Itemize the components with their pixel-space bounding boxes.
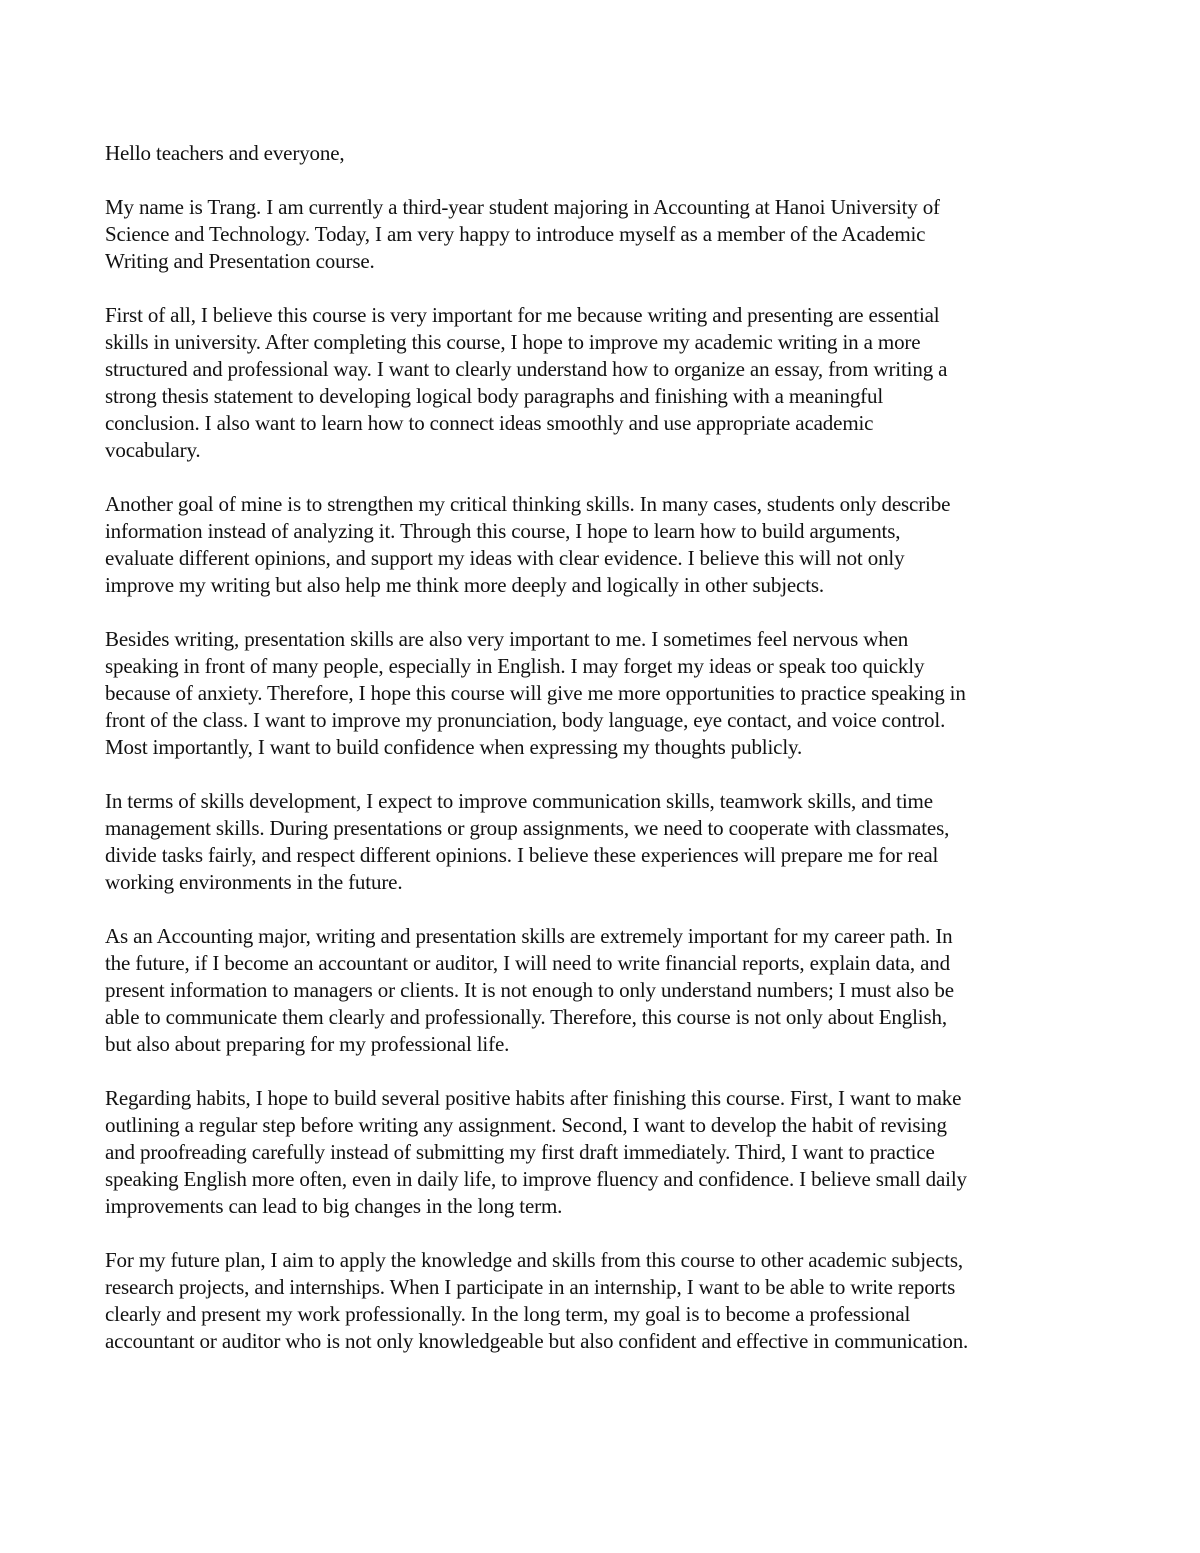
paragraph-line: and proofreading carefully instead of submitting my first draft immediately. Third, I want to practice: [105, 1140, 935, 1164]
paragraph-line: improve my writing but also help me think more deeply and logically in other subjects.: [105, 573, 825, 597]
paragraph-line: divide tasks fairly, and respect different opinions. I believe these experiences will prepare me for real: [105, 843, 939, 867]
paragraph-line: structured and professional way. I want to clearly understand how to organize an essay, from writing a: [105, 357, 948, 381]
paragraph-line: Regarding habits, I hope to build several positive habits after finishing this course. First, I want to make: [105, 1086, 962, 1110]
paragraph-line: information instead of analyzing it. Through this course, I hope to learn how to build arguments,: [105, 519, 901, 543]
paragraph-line: speaking in front of many people, especially in English. I may forget my ideas or speak too quickly: [105, 654, 925, 678]
paragraph-line: skills in university. After completing this course, I hope to improve my academic writing in a more: [105, 330, 921, 354]
paragraph-line: vocabulary.: [105, 438, 201, 462]
paragraph-line: accountant or auditor who is not only knowledgeable but also confident and effective in communication.: [105, 1329, 969, 1353]
paragraph-line: conclusion. I also want to learn how to connect ideas smoothly and use appropriate academic: [105, 411, 874, 435]
paragraph: [105, 302, 1105, 464]
paragraph: [105, 1247, 1105, 1355]
paragraph-line: strong thesis statement to developing logical body paragraphs and finishing with a meaningful: [105, 384, 884, 408]
paragraph-line: speaking English more often, even in daily life, to improve fluency and confidence. I believe small daily: [105, 1167, 967, 1191]
paragraph-line: For my future plan, I aim to apply the knowledge and skills from this course to other academic subjects,: [105, 1248, 964, 1272]
paragraph-line: Writing and Presentation course.: [105, 249, 375, 273]
paragraph-line: research projects, and internships. When I participate in an internship, I want to be able to write reports: [105, 1275, 956, 1299]
paragraph-line: First of all, I believe this course is very important for me because writing and presenting are essential: [105, 303, 940, 327]
greeting: [105, 140, 1105, 167]
paragraph-line: outlining a regular step before writing any assignment. Second, I want to develop the habit of revising: [105, 1113, 947, 1137]
paragraph-line: management skills. During presentations or group assignments, we need to cooperate with classmates,: [105, 816, 950, 840]
paragraph: [105, 788, 1105, 896]
paragraph-line: Science and Technology. Today, I am very happy to introduce myself as a member of the Academic: [105, 222, 926, 246]
paragraph-line: Besides writing, presentation skills are also very important to me. I sometimes feel nervous when: [105, 627, 909, 651]
paragraph-line: As an Accounting major, writing and presentation skills are extremely important for my career path. In: [105, 924, 953, 948]
paragraph: [105, 491, 1105, 599]
paragraph-line: the future, if I become an accountant or auditor, I will need to write financial reports, explain data, and: [105, 951, 950, 975]
paragraph-line: Another goal of mine is to strengthen my critical thinking skills. In many cases, students only describe: [105, 492, 951, 516]
document-body: [105, 140, 1105, 1382]
paragraph-line: improvements can lead to big changes in the long term.: [105, 1194, 563, 1218]
paragraph-line: My name is Trang. I am currently a third-year student majoring in Accounting at Hanoi University of: [105, 195, 940, 219]
greeting-line: Hello teachers and everyone,: [105, 141, 345, 165]
paragraph: [105, 923, 1105, 1058]
paragraph-line: present information to managers or clients. It is not enough to only understand numbers; I must also be: [105, 978, 954, 1002]
paragraph-line: able to communicate them clearly and professionally. Therefore, this course is not only about English,: [105, 1005, 947, 1029]
paragraph-line: working environments in the future.: [105, 870, 403, 894]
paragraph-line: clearly and present my work professionally. In the long term, my goal is to become a professional: [105, 1302, 911, 1326]
paragraph: [105, 194, 1105, 275]
paragraph-line: front of the class. I want to improve my pronunciation, body language, eye contact, and voice control.: [105, 708, 946, 732]
paragraph: [105, 1085, 1105, 1220]
paragraph-line: In terms of skills development, I expect to improve communication skills, teamwork skills, and time: [105, 789, 933, 813]
paragraph-line: evaluate different opinions, and support my ideas with clear evidence. I believe this will not only: [105, 546, 905, 570]
paragraph-line: Most importantly, I want to build confidence when expressing my thoughts publicly.: [105, 735, 803, 759]
paragraph-line: but also about preparing for my professional life.: [105, 1032, 510, 1056]
paragraph-line: because of anxiety. Therefore, I hope this course will give me more opportunities to practice speaking in: [105, 681, 966, 705]
paragraph: [105, 626, 1105, 761]
